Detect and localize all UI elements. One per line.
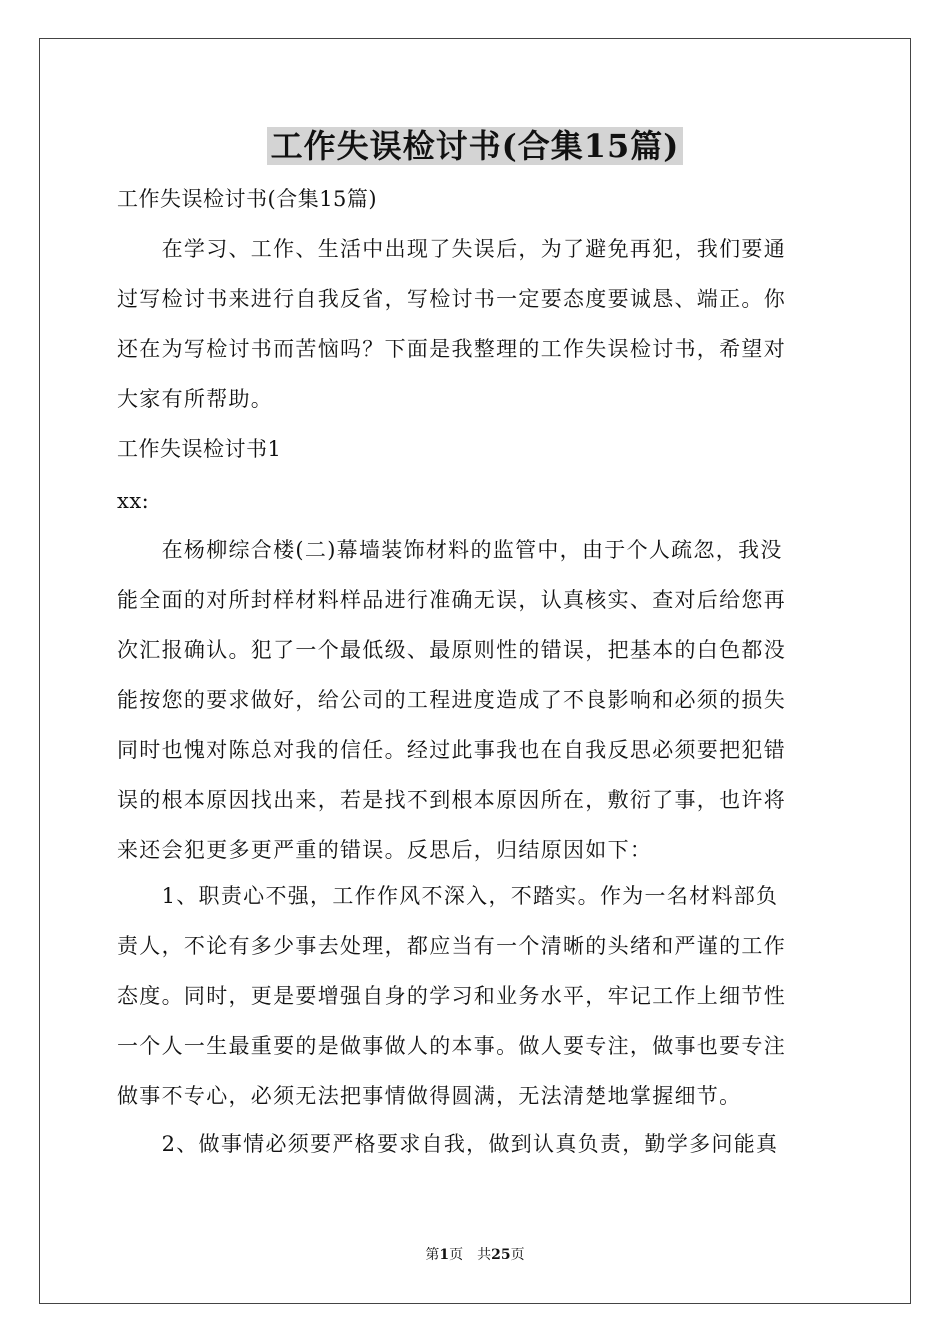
point-line: 2、做事情必须要严格要求自我，做到认真负责，勤学多问能真 bbox=[117, 1132, 779, 1156]
body-line: 在杨柳综合楼(二)幕墙装饰材料的监管中，由于个人疏忽，我没 bbox=[117, 538, 783, 562]
intro-line: 还在为写检讨书而苦恼吗？下面是我整理的工作失误检讨书，希望对 bbox=[117, 337, 786, 361]
intro-line: 大家有所帮助。 bbox=[117, 387, 274, 411]
point-line: 责人，不论有多少事去处理，都应当有一个清晰的头绪和严谨的工作 bbox=[117, 934, 786, 958]
body-line: 同时也愧对陈总对我的信任。经过此事我也在自我反思必须要把犯错 bbox=[117, 738, 786, 762]
point-1-paragraph bbox=[117, 883, 833, 1133]
subtitle-line: 工作失误检讨书(合集15篇) bbox=[117, 187, 378, 211]
body-line: 次汇报确认。犯了一个最低级、最原则性的错误，把基本的白色都没 bbox=[117, 638, 786, 662]
point-line: 1、职责心不强，工作作风不深入，不踏实。作为一名材料部负 bbox=[117, 884, 779, 908]
footer-prefix: 第 bbox=[425, 1247, 440, 1263]
point-line: 一个人一生最重要的是做事做人的本事。做人要专注，做事也要专注 bbox=[117, 1034, 786, 1058]
salutation: xx: bbox=[117, 489, 150, 513]
point-line: 做事不专心，必须无法把事情做得圆满，无法清楚地掌握细节。 bbox=[117, 1084, 742, 1108]
page-footer bbox=[0, 1246, 950, 1264]
point-2-paragraph bbox=[117, 1131, 833, 1181]
current-page-number: 1 bbox=[439, 1247, 450, 1263]
point-line: 态度。同时，更是要增强自身的学习和业务水平，牢记工作上细节性 bbox=[117, 984, 786, 1008]
total-pages-number: 25 bbox=[491, 1247, 511, 1263]
body-line: 能按您的要求做好，给公司的工程进度造成了不良影响和必须的损失 bbox=[117, 688, 786, 712]
body-line: 能全面的对所封样材料样品进行准确无误，认真核实、查对后给您再 bbox=[117, 588, 786, 612]
body-line: 误的根本原因找出来，若是找不到根本原因所在，敷衍了事，也许将 bbox=[117, 788, 786, 812]
intro-line: 在学习、工作、生活中出现了失误后，为了避免再犯，我们要通 bbox=[117, 237, 786, 261]
intro-paragraph bbox=[117, 236, 833, 436]
footer-mid: 页 共 bbox=[449, 1247, 492, 1263]
section-title: 工作失误检讨书1 bbox=[117, 437, 282, 461]
title-text: 工作失误检讨书(合集15篇) bbox=[267, 127, 684, 165]
body-paragraph bbox=[117, 537, 833, 887]
body-line: 来还会犯更多更严重的错误。反思后，归结原因如下： bbox=[117, 838, 653, 862]
document-title bbox=[0, 124, 950, 168]
intro-line: 过写检讨书来进行自我反省，写检讨书一定要态度要诚恳、端正。你 bbox=[117, 287, 786, 311]
footer-suffix: 页 bbox=[510, 1247, 525, 1263]
